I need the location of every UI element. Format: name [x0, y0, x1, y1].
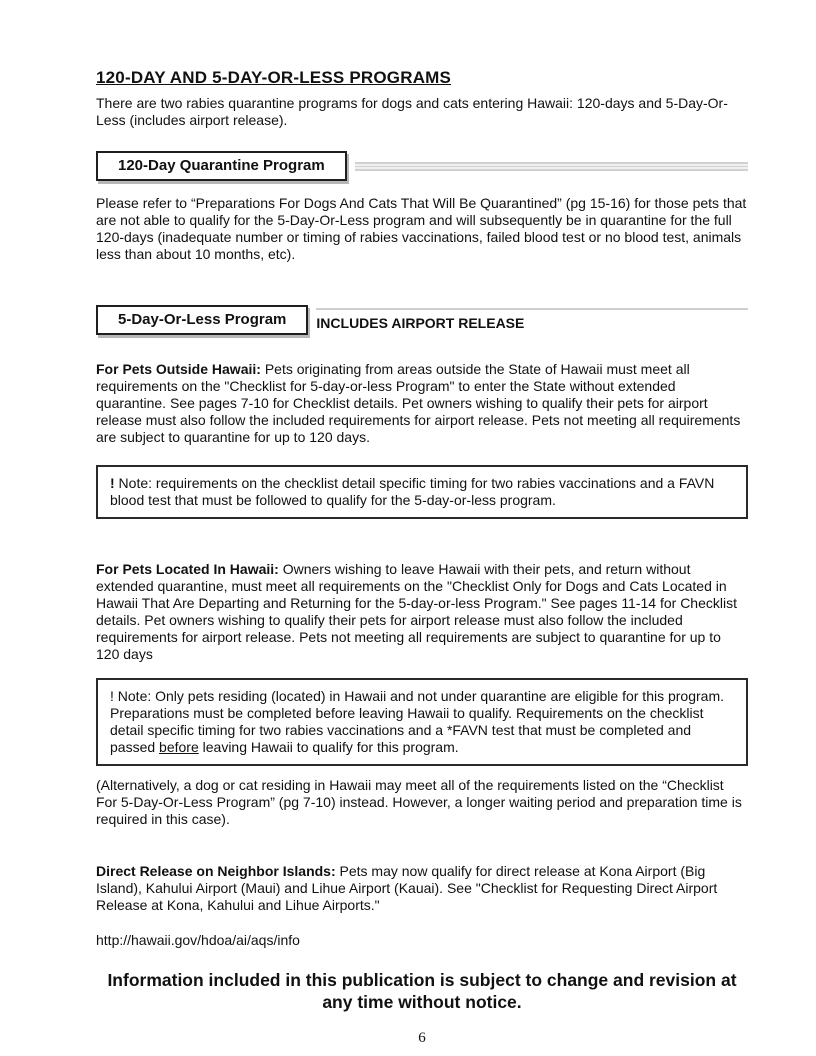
header-right-column — [316, 305, 748, 331]
note-bang: ! — [110, 475, 115, 491]
paragraph-120-day: Please refer to “Preparations For Dogs And Cats That Will Be Quarantined” (pg 15-16) for those pets that are not able to qualify for the 5-Day-Or-Less program and will subsequently be in quarantine for the full 120-days (inadequate number or timing of rabies vaccinations, failed blood test or no blood test, animals less than about 10 months, etc). — [96, 195, 747, 262]
subheader-airport-release: INCLUDES AIRPORT RELEASE — [316, 315, 525, 331]
paragraph-text-pets-located: Owners wishing to leave Hawaii with their pets, and return without extended quarantine, must meet all requirements on the "Checklist Only for Dogs and Cats Located in Hawaii That Are Departing and Returning for the 5-day-or-less Program." See pages 11-14 for Checklist details. Pet owners wishing to qualify their pets for airport release must also follow the included requirements for airport release. Pets not meeting all requirements are subject to quarantine for up to 120 days — [96, 561, 737, 662]
paragraph-alternative: (Alternatively, a dog or cat residing in Hawaii may meet all of the requirements listed on the “Checklist For 5-Day-Or-Less Program” (pg 7-10) instead. However, a longer waiting period and preparation time is required in this case). — [96, 777, 742, 827]
paragraph-direct-release — [96, 863, 748, 914]
paragraph-lead-pets-located: For Pets Located In Hawaii: — [96, 561, 279, 577]
note-located-underlined-word: before — [159, 739, 199, 755]
paragraph-lead-direct-release: Direct Release on Neighbor Islands: — [96, 863, 336, 879]
note-located-part2: leaving Hawaii to qualify for this program. — [198, 739, 459, 755]
change-notice: Information included in this publication is subject to change and revision at any time without notice. — [107, 970, 737, 1012]
section-header-120-day — [96, 151, 748, 181]
boxed-header-120-day: 120-Day Quarantine Program — [96, 151, 347, 181]
paragraph-lead-pets-outside: For Pets Outside Hawaii: — [96, 361, 261, 377]
paragraph-text-direct-release: Pets may now qualify for direct release at Kona Airport (Big Island), Kahului Airport (Maui) and Lihue Airport (Kauai). See "Checklist for Requesting Direct Airport Release at Kona, Kahului and Lihue Airports." — [96, 863, 718, 913]
note-box-outside — [96, 465, 748, 519]
intro-paragraph: There are two rabies quarantine programs for dogs and cats entering Hawaii: 120-days and 5-Day-Or-Less (includes airport release). — [96, 95, 728, 128]
paragraph-pets-located — [96, 561, 748, 663]
note-text-outside: Note: requirements on the checklist detail specific timing for two rabies vaccinations and a FAVN blood test that must be followed to qualify for the 5-day-or-less program. — [110, 475, 715, 508]
paragraph-pets-outside — [96, 361, 748, 446]
page-content — [96, 68, 748, 1047]
section-header-5-day — [96, 305, 748, 335]
note-located-part1: ! Note: Only pets residing (located) in Hawaii and not under quarantine are eligible for this program. Preparations must be completed before leaving Hawaii to qualify. Requirements on the checklist detail specific timing for two rabies vaccinations and a *FAVN test that must be completed and passed — [110, 688, 724, 755]
page-title: 120-DAY AND 5-DAY-OR-LESS PROGRAMS — [96, 68, 452, 87]
page-number: 6 — [418, 1030, 426, 1046]
paragraph-text-pets-outside: Pets originating from areas outside the State of Hawaii must meet all requirements on the "Checklist for 5-day-or-less Program" to enter the State without extended quarantine. See pages 7-10 for Checklist details. Pet owners wishing to qualify their pets for airport release must also follow the included requirements for airport release. Pets not meeting all requirements are subject to quarantine for up to 120 days. — [96, 361, 741, 445]
divider-bar — [355, 162, 748, 171]
boxed-header-5-day: 5-Day-Or-Less Program — [96, 305, 308, 335]
divider-bar — [316, 308, 748, 310]
note-box-located — [96, 678, 748, 766]
info-url: http://hawaii.gov/hdoa/ai/aqs/info — [96, 932, 300, 948]
